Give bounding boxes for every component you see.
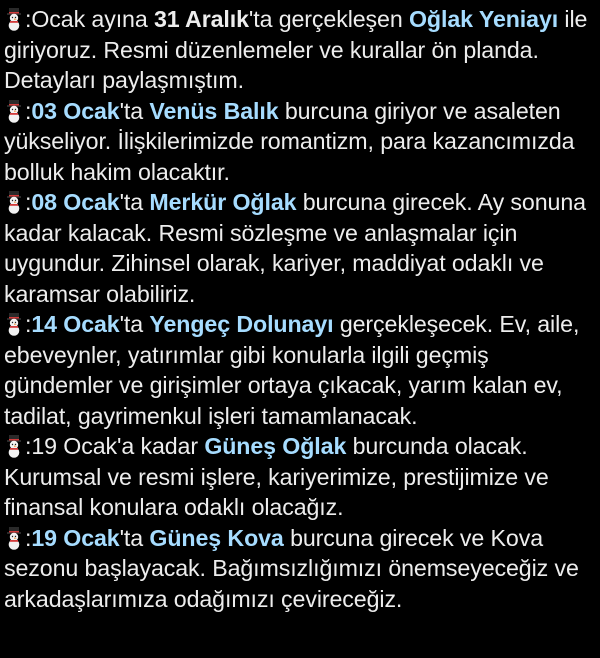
entry-text: gerçekleşecek. Ev, aile, ebeveynler, yatırımlar gibi konularla ilgili geçmiş gündemler ve girişimler ortaya çıkacak, yarım kalan ev, tadilat, gayrimenkul işleri tamamlanacak.: [4, 311, 580, 429]
entry-merkur: [4, 187, 594, 309]
snowman-icon: [4, 434, 24, 458]
snowman-icon: [4, 190, 24, 214]
entry-text: ile giriyoruz. Resmi düzenlemeler ve kurallar ön planda. Detayları paylaşmıştım.: [4, 6, 588, 93]
snowman-icon: [4, 312, 24, 336]
snowman-icon: [4, 99, 24, 123]
entry-highlight: Güneş Kova: [149, 524, 284, 551]
entry-text: 'ta: [119, 97, 150, 124]
entry-date-prefix: :19 Ocak'a kadar: [25, 433, 205, 459]
message-body: [4, 4, 594, 614]
entry-highlight: Oğlak Yeniayı: [409, 6, 559, 32]
entry-yeniay: [4, 4, 594, 96]
entry-text: burcunda olacak. Kurumsal ve resmi işlere, kariyerimize, prestijimize ve finansal konulara odaklı olacağız.: [4, 433, 549, 520]
entry-date-prefix: :: [25, 524, 32, 551]
entry-highlight: Güneş Oğlak: [204, 433, 347, 459]
entry-date: 31 Aralık: [153, 6, 249, 32]
snowman-icon: [4, 526, 24, 550]
entry-text: burcuna girecek ve Kova sezonu başlayacak. Bağımsızlığımızı önemseyeceğiz ve arkadaşlarımıza odağımızı çevireceğiz.: [4, 524, 579, 612]
entry-gunes-oglak: [4, 431, 594, 523]
entry-date-prefix: :Ocak ayına: [25, 6, 154, 32]
entry-dolunay: [4, 309, 594, 431]
entry-highlight: Venüs Balık: [149, 97, 279, 124]
entry-text: 'ta gerçekleşen: [248, 6, 409, 32]
entry-text: 'ta: [119, 524, 150, 551]
entry-date-prefix: :: [25, 311, 32, 337]
entry-date-prefix: :: [25, 189, 32, 215]
entry-gunes-kova: [4, 523, 594, 615]
entry-venus: [4, 96, 594, 188]
entry-text: 'ta: [119, 189, 150, 215]
entry-date: 14 Ocak: [31, 311, 120, 337]
entry-text: burcuna girecek. Ay sonuna kadar kalacak. Resmi sözleşme ve anlaşmalar için uygundur. Zihinsel olarak, kariyer, maddiyat odaklı ve karamsar olabiliriz.: [4, 189, 586, 307]
entry-highlight: Merkür Oğlak: [149, 189, 297, 215]
entry-date: 03 Ocak: [31, 97, 120, 124]
entry-text: burcuna giriyor ve asaleten yükseliyor. İlişkilerimizde romantizm, para kazancımızda bolluk hakim olacaktır.: [4, 97, 575, 185]
snowman-icon: [4, 7, 24, 31]
entry-date: 19 Ocak: [31, 524, 120, 551]
entry-highlight: Yengeç Dolunayı: [149, 311, 334, 337]
entry-date-prefix: :: [25, 97, 32, 124]
entry-date: 08 Ocak: [31, 189, 120, 215]
entry-text: 'ta: [119, 311, 150, 337]
